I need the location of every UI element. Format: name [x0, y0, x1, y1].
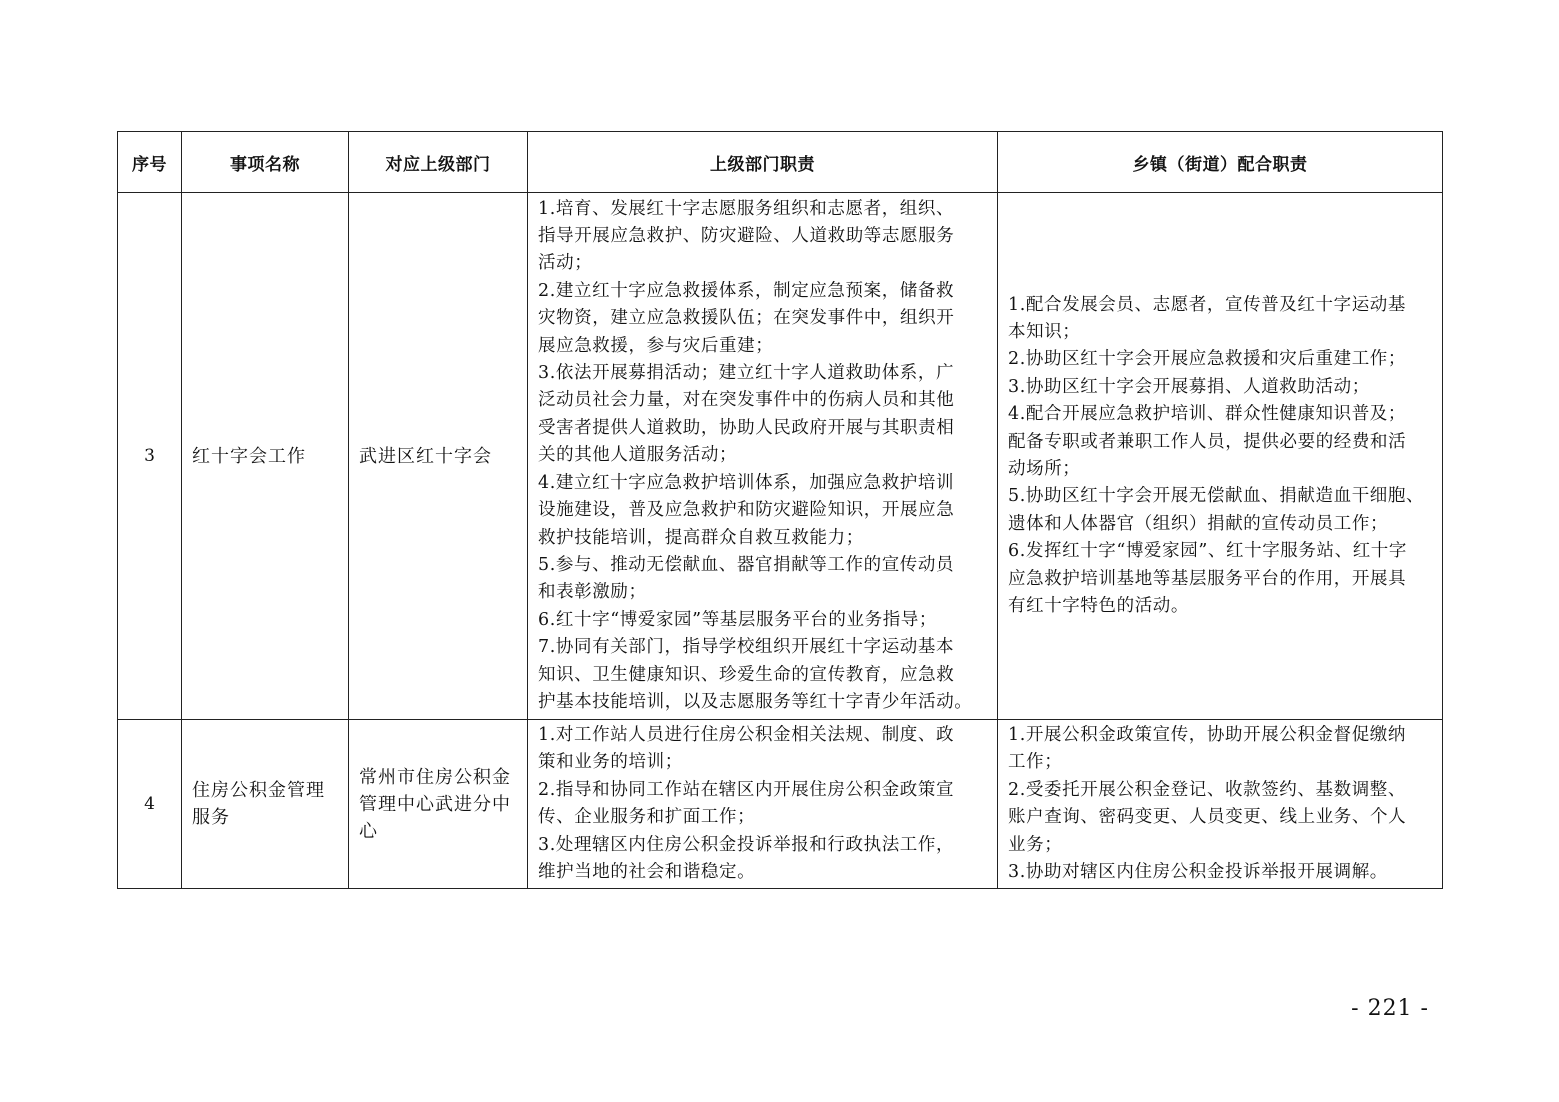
text-line: 5.参与、推动无偿献血、器官捐献等工作的宣传动员 [538, 554, 955, 575]
text-line: 有红十字特色的活动。 [1008, 596, 1189, 617]
text-line: 4.建立红十字应急救护培训体系，加强应急救护培训 [538, 472, 955, 493]
text-line: 2.协助区红十字会开展应急救援和灾后重建工作； [1008, 349, 1406, 370]
text-line: 配备专职或者兼职工作人员，提供必要的经费和活 [1008, 431, 1407, 452]
text-line: 泛动员社会力量，对在突发事件中的伤病人员和其他 [538, 390, 955, 411]
header-coop: 乡镇（街道）配合职责 [998, 132, 1443, 193]
text-line: 维护当地的社会和谐稳定。 [538, 862, 756, 883]
row-superior-duties [528, 720, 998, 889]
text-line: 业务； [1008, 834, 1063, 855]
text-line: 5.协助区红十字会开展无偿献血、捐献造血干细胞、 [1008, 486, 1425, 507]
row-seq: 3 [118, 193, 182, 720]
row-superior-dept: 常州市住房公积金管理中心武进分中心 [349, 720, 528, 889]
row-town-cooperation-duties [998, 193, 1443, 720]
row-superior-duties [528, 193, 998, 720]
text-line: 和表彰激励； [538, 582, 647, 603]
text-line: 1.对工作站人员进行住房公积金相关法规、制度、政 [538, 725, 955, 745]
text-line: 指导开展应急救护、防灾避险、人道救助等志愿服务 [538, 226, 955, 247]
text-line: 受害者提供人道救助，协助人民政府开展与其职责相 [538, 417, 955, 438]
text-line: 动场所； [1008, 459, 1081, 479]
text-line: 展应急救援，参与灾后重建； [538, 335, 774, 356]
text-line: 救护技能培训，提高群众自救互救能力； [538, 527, 864, 548]
header-duty: 上级部门职责 [528, 132, 998, 193]
text-line: 3.协助对辖区内住房公积金投诉举报开展调解。 [1008, 862, 1388, 883]
text-line: 2.指导和协同工作站在辖区内开展住房公积金政策宣 [538, 779, 955, 800]
table-row [118, 193, 1443, 720]
text-line: 灾物资，建立应急救援队伍；在突发事件中，组织开 [538, 308, 955, 329]
duty-table [117, 131, 1443, 889]
text-line: 4.配合开展应急救护培训、群众性健康知识普及； [1008, 404, 1406, 425]
text-line: 1.配合发展会员、志愿者，宣传普及红十字运动基 [1008, 294, 1406, 315]
text-line: 传、企业服务和扩面工作； [538, 807, 756, 828]
text-line: 策和业务的培训； [538, 752, 683, 773]
text-line: 护基本技能培训，以及志愿服务等红十字青少年活动。 [538, 691, 973, 712]
text-line: 遗体和人体器官（组织）捐献的宣传动员工作； [1008, 513, 1389, 534]
header-dept: 对应上级部门 [349, 132, 528, 193]
text-line: 6.红十字“博爱家园”等基层服务平台的业务指导； [538, 609, 937, 630]
text-line: 应急救护培训基地等基层服务平台的作用，开展具 [1008, 568, 1407, 589]
text-line: 关的其他人道服务活动； [538, 445, 738, 466]
text-line: 3.处理辖区内住房公积金投诉举报和行政执法工作， [538, 834, 955, 855]
text-line: 2.受委托开展公积金登记、收款签约、基数调整、 [1008, 779, 1406, 800]
table-row [118, 720, 1443, 889]
row-town-cooperation-duties [998, 720, 1443, 889]
text-line: 2.建立红十字应急救援体系，制定应急预案，储备救 [538, 280, 955, 301]
text-line: 账户查询、密码变更、人员变更、线上业务、个人 [1008, 807, 1407, 828]
text-line: 本知识； [1008, 321, 1081, 342]
header-name: 事项名称 [182, 132, 349, 193]
row-superior-dept: 武进区红十字会 [349, 193, 528, 720]
text-line: 活动； [538, 253, 593, 274]
text-line: 3.协助区红十字会开展募捐、人道救助活动； [1008, 376, 1370, 397]
table-header-row [118, 132, 1443, 193]
text-line: 知识、卫生健康知识、珍爱生命的宣传教育，应急救 [538, 664, 955, 685]
text-line: 3.依法开展募捐活动；建立红十字人道救助体系，广 [538, 363, 955, 384]
text-line: 1.培育、发展红十字志愿服务组织和志愿者，组织、 [538, 198, 955, 219]
text-line: 1.开展公积金政策宣传，协助开展公积金督促缴纳 [1008, 725, 1406, 745]
row-item-name: 住房公积金管理服务 [182, 720, 349, 889]
row-seq: 4 [118, 720, 182, 889]
text-line: 工作； [1008, 752, 1063, 773]
page-number: - 221 - [1351, 996, 1429, 1021]
text-line: 设施建设，普及应急救护和防灾避险知识，开展应急 [538, 500, 955, 521]
header-seq: 序号 [118, 132, 182, 193]
text-line: 6.发挥红十字“博爱家园”、红十字服务站、红十字 [1008, 541, 1407, 562]
row-item-name: 红十字会工作 [182, 193, 349, 720]
text-line: 7.协同有关部门，指导学校组织开展红十字运动基本 [538, 637, 955, 658]
